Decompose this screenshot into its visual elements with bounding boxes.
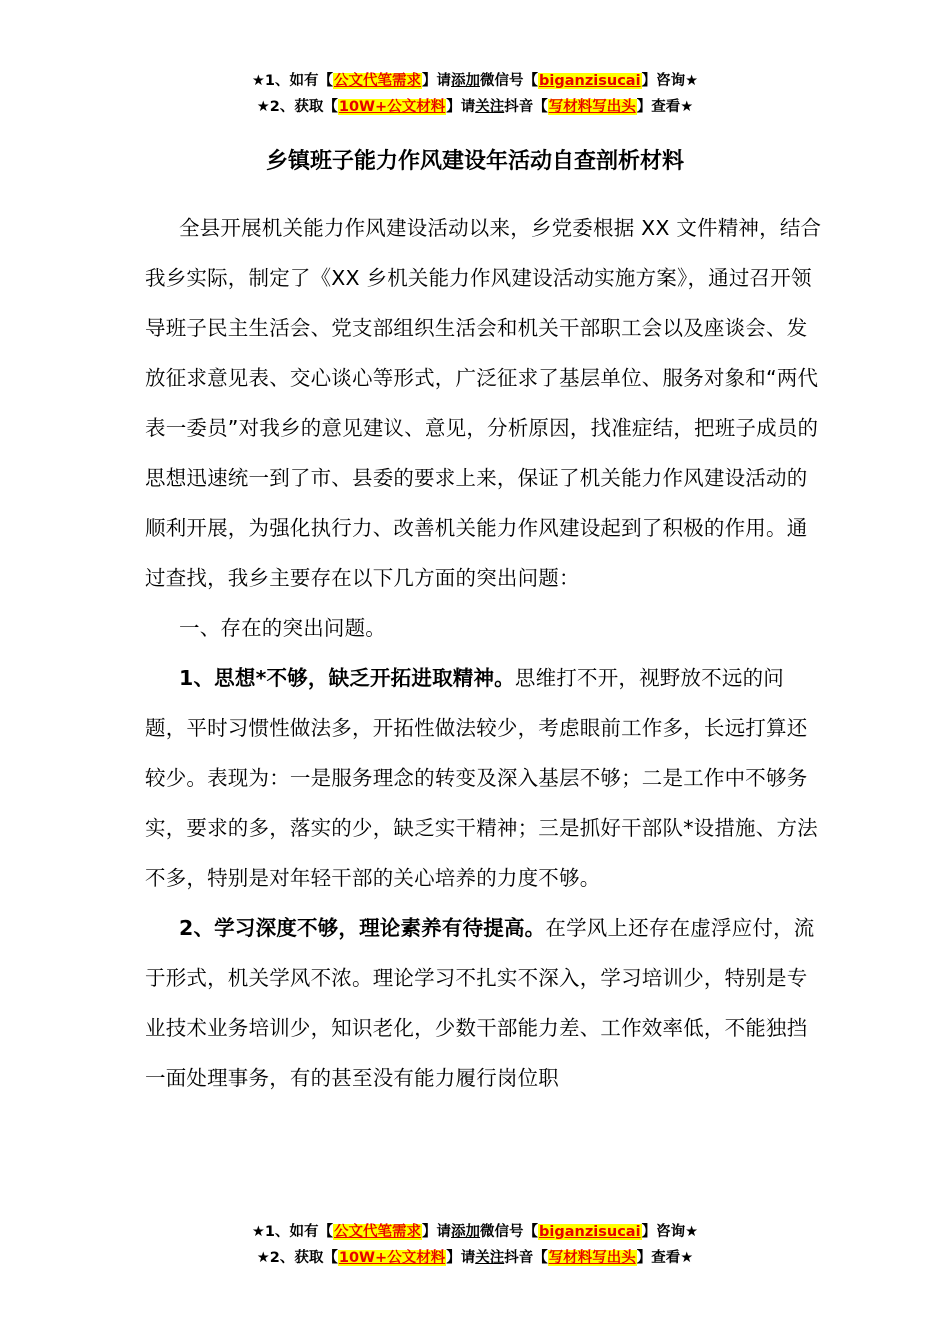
banner-underline: 添加 xyxy=(451,1224,481,1240)
banner-line-1 xyxy=(0,68,950,94)
banner-underline: 关注 xyxy=(475,1250,505,1266)
banner-text: 】请 xyxy=(422,73,452,89)
intro-paragraph: 全县开展机关能力作风建设活动以来，乡党委根据 XX 文件精神，结合我乡实际，制定了《XX 乡机关能力作风建设活动实施方案》，通过召开领导班子民主生活会、党支部组织生活会和机关干部职工会以及座谈会、发放征求意见表、交心谈心等形式，广泛征求了基层单位、服务对象和“两代表一委员”对我乡的意见建议、意见，分析原因，找准症结，把班子成员的思想迅速统一到了市、县委的要求上来，保证了机关能力作风建设活动的顺利开展，为强化执行力、改善机关能力作风建设起到了积极的作用。通过查找，我乡主要存在以下几方面的突出问题： xyxy=(145,216,822,590)
banner-text: 抖音【 xyxy=(504,1250,548,1266)
banner-text: ★2、获取【 xyxy=(256,1250,338,1266)
banner-highlight: 公文代笔需求 xyxy=(334,73,422,89)
banner-highlight: 写材料写出头 xyxy=(548,99,636,115)
banner-line-2 xyxy=(0,1245,950,1271)
banner-highlight: 10W+公文材料 xyxy=(338,99,446,115)
banner-text: 抖音【 xyxy=(504,99,548,115)
item-text: 在学风上还存在虚浮应付，流于形式，机关学风不浓。理论学习不扎实不深入，学习培训少，特别是专业技术业务培训少，知识老化，少数干部能力差、工作效率低，不能独挡一面处理事务，有的甚至没有能力履行岗位职 xyxy=(145,916,815,1090)
banner-highlight: 10W+公文材料 xyxy=(338,1250,446,1266)
banner-highlight: biganzisucai xyxy=(539,1224,641,1240)
item-heading: 1、思想*不够，缺乏开拓进取精神。 xyxy=(179,666,515,690)
banner-text: ★1、如有【 xyxy=(251,73,334,89)
banner-text: 微信号【 xyxy=(480,73,539,89)
banner-underline: 添加 xyxy=(451,73,481,89)
section-heading: 一、存在的突出问题。 xyxy=(179,616,386,640)
banner-text: 】咨询★ xyxy=(641,73,699,89)
banner-text: 微信号【 xyxy=(480,1224,539,1240)
item-paragraph-1 xyxy=(145,653,825,903)
banner-text: 】查看★ xyxy=(636,99,694,115)
banner-text: 】咨询★ xyxy=(641,1224,699,1240)
banner-text: 】请 xyxy=(422,1224,452,1240)
item-heading: 2、学习深度不够，理论素养有待提高。 xyxy=(179,916,546,940)
banner-text: 】查看★ xyxy=(636,1250,694,1266)
banner-highlight: 公文代笔需求 xyxy=(334,1224,422,1240)
document-body xyxy=(145,203,825,1103)
document-title: 乡镇班子能力作风建设年活动自查剖析材料 xyxy=(265,149,684,174)
banner-text: ★2、获取【 xyxy=(256,99,338,115)
banner-line-2 xyxy=(0,94,950,120)
header-banner xyxy=(0,68,950,120)
banner-line-1 xyxy=(0,1219,950,1245)
banner-text: 】请 xyxy=(446,99,476,115)
item-text: 思维打不开，视野放不远的问题，平时习惯性做法多，开拓性做法较少，考虑眼前工作多，长远打算还较少。表现为：一是服务理念的转变及深入基层不够；二是工作中不够务实，要求的多，落实的少，缺乏实干精神；三是抓好干部队*设措施、方法不多，特别是对年轻干部的关心培养的力度不够。 xyxy=(145,666,818,890)
banner-underline: 关注 xyxy=(475,99,505,115)
footer-banner xyxy=(0,1219,950,1271)
banner-highlight: 写材料写出头 xyxy=(548,1250,636,1266)
banner-text: ★1、如有【 xyxy=(251,1224,334,1240)
item-paragraph-2 xyxy=(145,903,825,1103)
banner-text: 】请 xyxy=(446,1250,476,1266)
banner-highlight: biganzisucai xyxy=(539,73,641,89)
